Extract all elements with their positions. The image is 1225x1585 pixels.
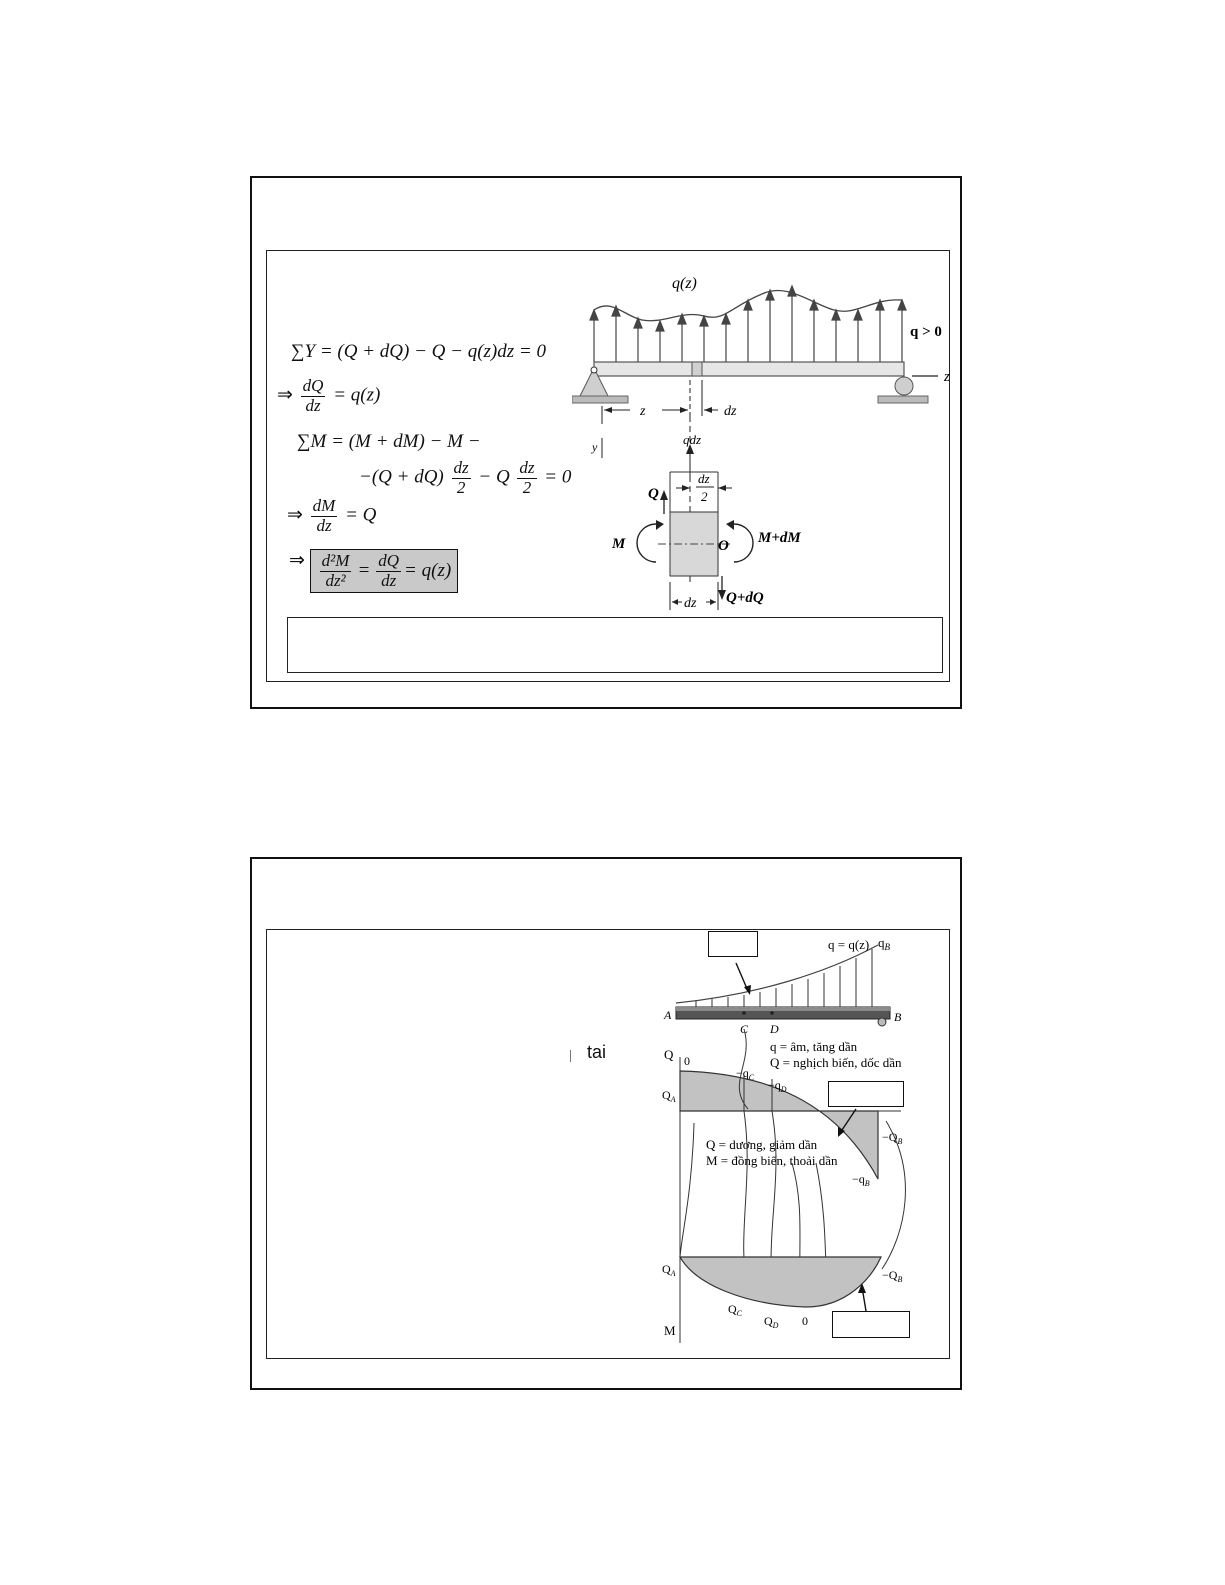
- neg-qc-sub: C: [748, 1073, 755, 1082]
- load-label-2: q = q(z): [828, 937, 870, 952]
- note-q1: q = âm, tăng dần: [770, 1039, 858, 1054]
- final-rhs: = q(z): [404, 560, 452, 582]
- implies-symbol: ⇒: [277, 384, 293, 406]
- dq-denominator: dz: [305, 395, 321, 415]
- neg-qd-label: [768, 1078, 787, 1094]
- note-q2: Q = nghịch biến, dốc dần: [770, 1055, 902, 1070]
- equation-sum-m-line2: [359, 459, 571, 497]
- qc-label: [728, 1302, 743, 1318]
- neg-qb2-main: −q: [852, 1172, 865, 1186]
- dq-denominator-2: dz: [381, 570, 397, 590]
- neg-QB-label-2: [882, 1268, 902, 1284]
- note-m2: M = đồng biến, thoải dần: [706, 1153, 838, 1168]
- qd-sub: D: [772, 1321, 779, 1330]
- shear-q-dq-label: Q+dQ: [726, 590, 764, 606]
- qa-label-2: [662, 1262, 676, 1278]
- neg-QB-sub-2: B: [897, 1275, 903, 1284]
- axis-q-label: Q: [664, 1047, 674, 1062]
- point-d-label: D: [770, 1022, 779, 1036]
- load-arrows-down: [696, 949, 872, 1007]
- point-b-label: B: [894, 1010, 902, 1024]
- neg-qd-sub: D: [780, 1085, 787, 1094]
- axis-m-label: M: [664, 1323, 676, 1338]
- final-relation-box: [310, 549, 459, 593]
- dim-z-label: z: [640, 404, 646, 419]
- d2m-numerator: d²M: [321, 551, 350, 570]
- qd-label: [764, 1314, 779, 1330]
- load-label: q(z): [672, 276, 697, 292]
- qb-sub: B: [884, 942, 890, 952]
- slide-2: [250, 857, 962, 1390]
- moment-m-dm-label: M+dM: [758, 530, 801, 546]
- qb-main: q: [878, 935, 885, 950]
- moment-diagram-area: [680, 1257, 881, 1307]
- shear-moment-diagram: [656, 933, 956, 1353]
- roller-support: [895, 377, 913, 395]
- neg-qc-label: [736, 1066, 755, 1082]
- dq-numerator: dQ: [302, 376, 324, 395]
- beam-element-diagram: [572, 276, 972, 626]
- neg-QB-sub: B: [897, 1137, 903, 1146]
- equation-sum-m-line1: [297, 431, 481, 453]
- beam: [594, 362, 904, 376]
- half-dz-num: dz: [698, 471, 710, 486]
- zero-label-2: 0: [802, 1314, 808, 1328]
- fragment-mark: [570, 1050, 571, 1062]
- q-positive-label: q > 0: [910, 324, 942, 340]
- half-num-2: dz: [519, 458, 535, 477]
- point-o-label: O: [718, 538, 729, 554]
- equation-dq-dz: [277, 377, 380, 415]
- sum-m-line1-text: ∑M = (M + dM) − M −: [297, 431, 481, 452]
- neg-QB-main: −Q: [882, 1130, 898, 1144]
- bottom-dz-label: dz: [684, 596, 697, 611]
- point-c-label: C: [740, 1022, 749, 1036]
- dim-dz-label: dz: [724, 404, 737, 419]
- point-a-label: A: [664, 1008, 672, 1022]
- qa-main-1: Q: [662, 1088, 671, 1102]
- half-dz-den: 2: [701, 489, 708, 504]
- neg-qd-main: −q: [768, 1078, 781, 1092]
- equation-final-boxed: [289, 549, 458, 593]
- qa-label-1: [662, 1088, 676, 1104]
- moment-m-label: M: [612, 536, 626, 552]
- eq-sign: =: [357, 560, 371, 582]
- qa-main-2: Q: [662, 1262, 671, 1276]
- neg-QB-main-2: −Q: [882, 1268, 898, 1282]
- d2m-denominator: dz²: [325, 570, 346, 590]
- dm-denominator: dz: [316, 515, 332, 535]
- equation-dm-dz: [287, 497, 376, 535]
- qc-main: Q: [728, 1302, 737, 1316]
- qa-sub-2: A: [670, 1269, 676, 1278]
- qa-sub-1: A: [670, 1095, 676, 1104]
- fragment-text: tai: [587, 1042, 607, 1062]
- load-arrows: [590, 286, 906, 362]
- dq-numerator-2: dQ: [378, 551, 400, 570]
- sum-m-line2-mid: − Q: [478, 466, 510, 488]
- qb-label: [878, 935, 891, 952]
- dm-rhs: = Q: [345, 504, 377, 526]
- qdz-label: qdz: [683, 432, 702, 447]
- half-num-1: dz: [453, 458, 469, 477]
- z-axis-label: z: [944, 369, 950, 385]
- equation-sum-y: [291, 341, 546, 363]
- qd-main: Q: [764, 1314, 773, 1328]
- dq-rhs: = q(z): [333, 384, 381, 406]
- qc-sub: C: [736, 1309, 743, 1318]
- implies-symbol-2: ⇒: [287, 504, 303, 526]
- shear-q-label: Q: [648, 486, 659, 502]
- half-den-1: 2: [456, 477, 466, 497]
- y-axis-label: y: [592, 440, 598, 454]
- dm-numerator: dM: [312, 496, 336, 515]
- neg-qb2-sub: B: [864, 1179, 870, 1188]
- sum-m-line2-pre: −(Q + dQ): [359, 466, 444, 488]
- implies-symbol-3: ⇒: [289, 550, 305, 571]
- zero-label-1: 0: [684, 1054, 690, 1068]
- neg-qb2-label: [852, 1172, 870, 1188]
- neg-qc-main: −q: [736, 1066, 749, 1080]
- slide-1: [250, 176, 962, 709]
- sum-m-line2-end: = 0: [544, 466, 572, 488]
- equation-sum-y-text: ∑Y = (Q + dQ) − Q − q(z)dz = 0: [291, 341, 546, 362]
- half-den-2: 2: [522, 477, 532, 497]
- note-m1: Q = dương, giảm dần: [706, 1137, 818, 1152]
